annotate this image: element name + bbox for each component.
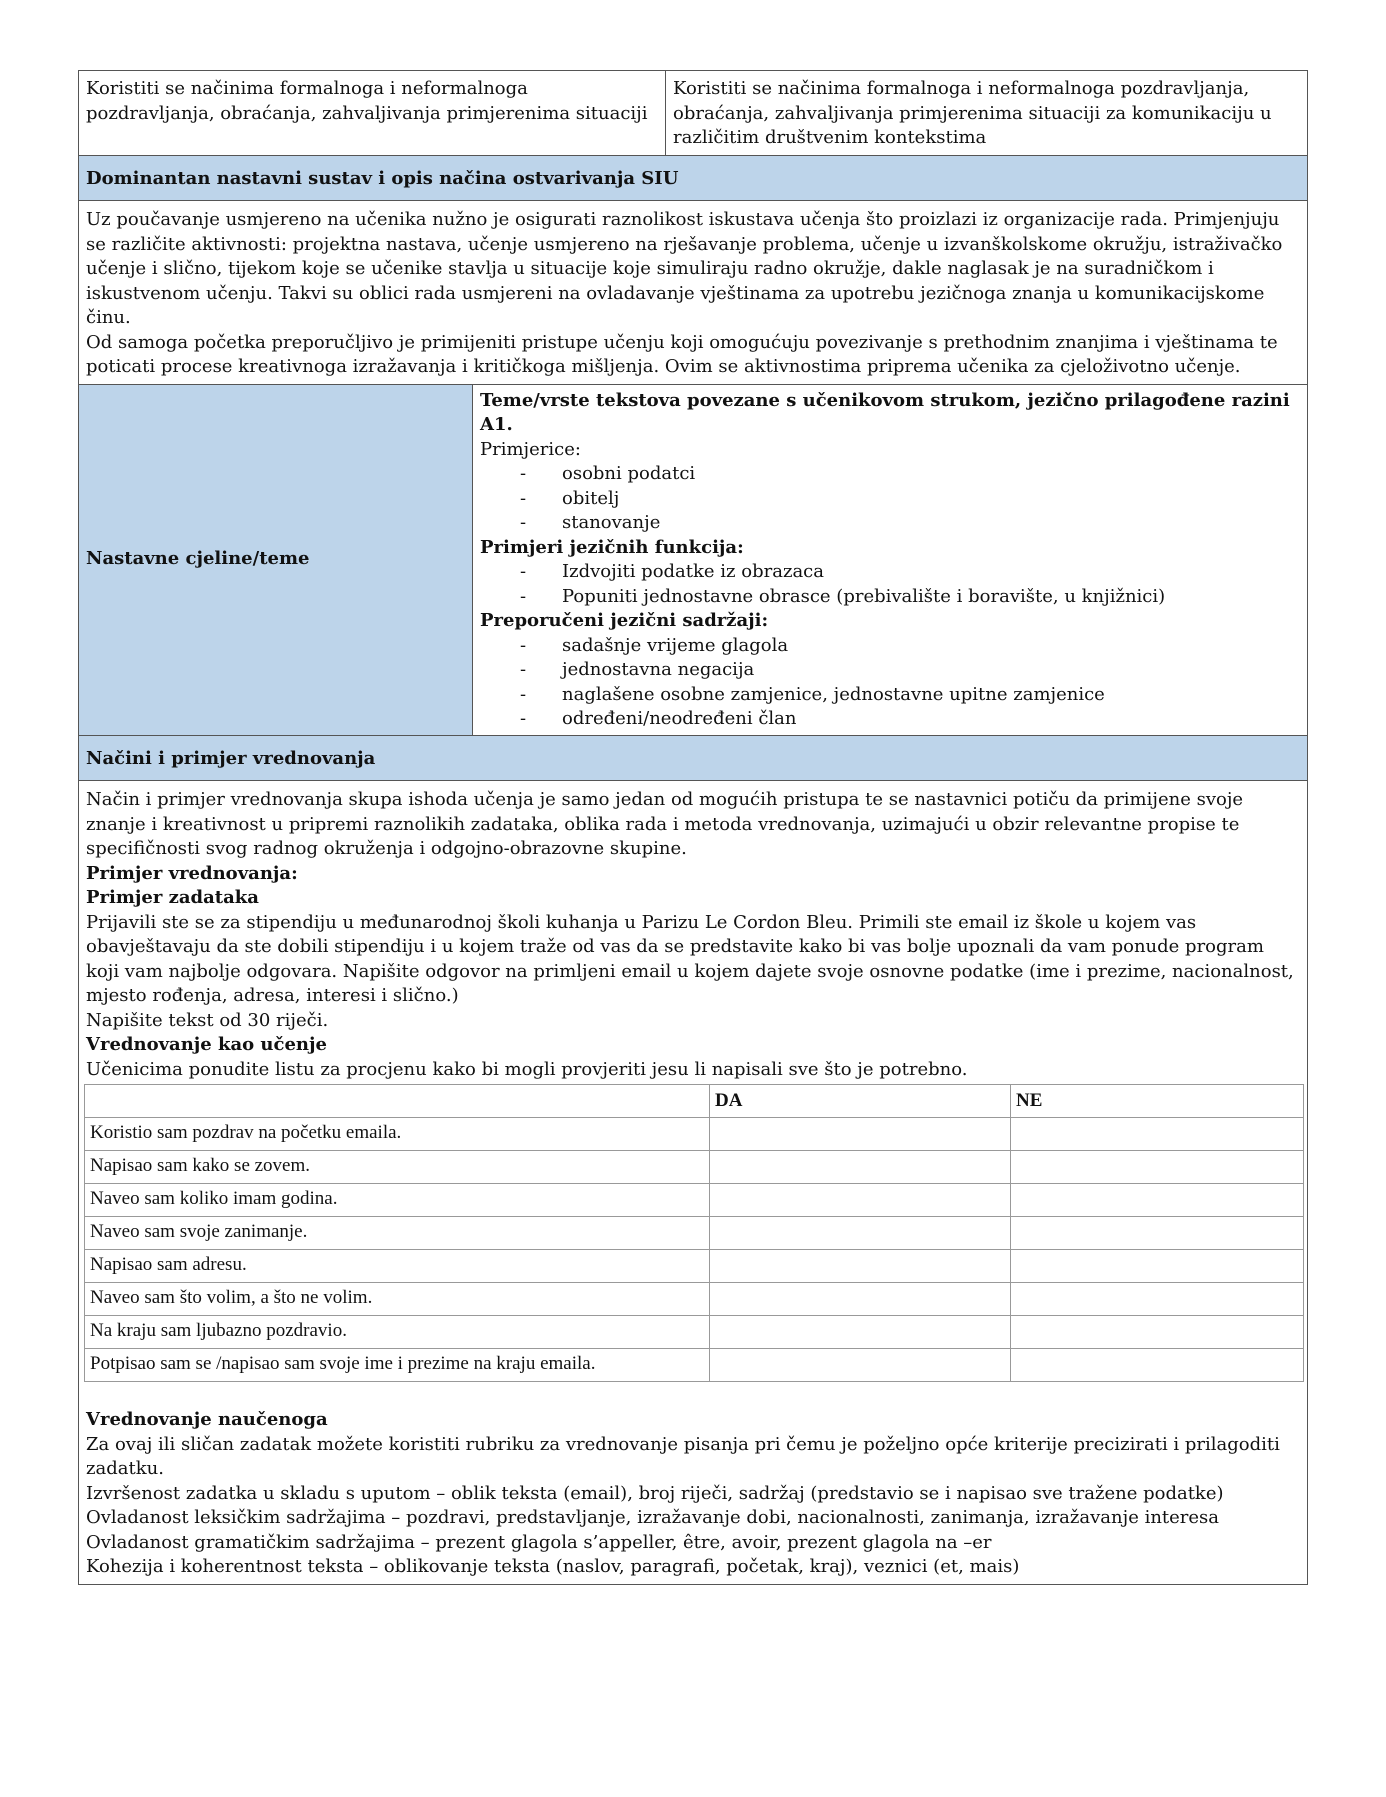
table-header-row bbox=[85, 1085, 1304, 1118]
yes-cell[interactable] bbox=[710, 1217, 1011, 1250]
content-list bbox=[480, 634, 1300, 732]
no-cell[interactable] bbox=[1011, 1250, 1304, 1283]
table-row: Naveo sam svoje zanimanje. bbox=[85, 1217, 1304, 1250]
list-item: - Popuniti jednostavne obrasce (prebivalište i boravište, u knjižnici) bbox=[520, 585, 1166, 607]
list-item: - obitelj bbox=[520, 487, 620, 509]
criterion-2: Ovladanost leksičkim sadržajima – pozdravi, predstavljanje, izražavanje dobi, nacionalnosti, zanimanja, izražavanje interesa bbox=[86, 1507, 1220, 1528]
table-row: Naveo sam što volim, a što ne volim. bbox=[85, 1283, 1304, 1316]
yes-cell[interactable] bbox=[710, 1250, 1011, 1283]
outcome-right-cell: Koristiti se načinima formalnoga i neformalnoga pozdravljanja, obraćanja, zahvaljivanja primjerenima situaciji za komunikaciju u različitim društvenim kontekstima bbox=[673, 78, 1272, 148]
as-learning-text: Učenicima ponudite listu za procjenu kako bi mogli provjeriti jesu li napisali sve što je potrebno. bbox=[86, 1058, 968, 1080]
spacer bbox=[86, 1382, 1300, 1408]
table-row: Naveo sam koliko imam godina. bbox=[85, 1184, 1304, 1217]
yes-cell[interactable] bbox=[710, 1283, 1011, 1316]
yes-cell[interactable] bbox=[710, 1118, 1011, 1151]
content-label: Preporučeni jezični sadržaji: bbox=[480, 610, 769, 631]
examples-label: Primjerice: bbox=[480, 438, 581, 460]
functions-list bbox=[480, 560, 1300, 609]
table-row: Napisao sam kako se zovem. bbox=[85, 1151, 1304, 1184]
teaching-system-heading: Dominantan nastavni sustav i opis načina ostvarivanja SIU bbox=[78, 156, 1308, 202]
evaluation-intro: Način i primjer vrednovanja skupa ishoda učenja je samo jedan od mogućih pristupa te se nastavnici potiču da primijene svoje znanje i kreativnost u pripremi raznolikih zadataka, oblika rada i metoda vrednovanja, uzimajući u obzir relevantne propise te specifičnosti svog radnog okruženja i odgojno-obrazovne skupine. bbox=[86, 789, 1244, 859]
no-cell[interactable] bbox=[1011, 1316, 1304, 1349]
functions-label: Primjeri jezičnih funkcija: bbox=[480, 536, 744, 558]
header-yes: DA bbox=[710, 1085, 1011, 1118]
table-row: Na kraju sam ljubazno pozdravio. bbox=[85, 1316, 1304, 1349]
teaching-system-paragraph-1: Uz poučavanje usmjereno na učenika nužno je osigurati raznolikost iskustava učenja što proizlazi iz organizacije rada. Primjenjuju se različite aktivnosti: projektna nastava, učenje usmjereno na rješavanje problema, učenje u izvanškolskome okružju, istraživačko učenje i slično, tijekom koje se učenike stavlja u situacije koje simuliraju radno okružje, dakle naglasak je na suradničkom i iskustvenom učenju. Takvi su oblici rada usmjereni na ovladavanje vještinama za upotrebu jezičnoga znanja u komunikacijskome činu. bbox=[86, 209, 1283, 328]
outcome-left-cell: Koristiti se načinima formalnoga i neformalnoga pozdravljanja, obraćanja, zahvaljivanja primjerenima situaciji bbox=[79, 71, 666, 155]
table-row: Potpisao sam se /napisao sam svoje ime i prezime na kraju emaila. bbox=[85, 1349, 1304, 1382]
units-label-cell bbox=[79, 385, 473, 735]
yes-cell[interactable] bbox=[710, 1316, 1011, 1349]
list-item: - stanovanje bbox=[520, 512, 661, 533]
as-learning-label: Vrednovanje kao učenje bbox=[86, 1034, 327, 1055]
of-learning-label: Vrednovanje naučenoga bbox=[86, 1409, 328, 1430]
header-empty bbox=[85, 1085, 710, 1118]
list-item: - jednostavna negacija bbox=[520, 659, 755, 680]
teaching-system-paragraph-2: Od samoga početka preporučljivo je primijeniti pristupe učenju koji omogućuju povezivanje s prethodnim znanjima i vještinama te poticati procese kreativnoga izražavanja i kritičkoga mišljenja. Ovim se aktivnostima priprema učenika za cjeloživotno učenje. bbox=[86, 331, 1278, 377]
units-row bbox=[78, 385, 1308, 736]
no-cell[interactable] bbox=[1011, 1118, 1304, 1151]
no-cell[interactable] bbox=[1011, 1184, 1304, 1217]
criterion-3: Ovladanost gramatičkim sadržajima – prezent glagola s’appeller, être, avoir, prezent glagola na –er bbox=[86, 1531, 992, 1553]
units-title: Teme/vrste tekstova povezane s učenikovom strukom, jezično prilagođene razini A1. bbox=[480, 389, 1290, 435]
task-text: Prijavili ste se za stipendiju u međunarodnoj školi kuhanja u Parizu Le Cordon Bleu. Primili ste email iz škole u kojem vas obavještavaju da ste dobili stipendiju i u kojem traže od vas da se predstavite kako bi vas bolje upoznali da vam ponude program koji vam najbolje odgovara. Napišite odgovor na primljeni email u kojem dajete svoje osnovne podatke (ime i prezime, nacionalnost, mjesto rođenja, adresa, interesi i slično.) bbox=[86, 911, 1294, 1006]
header-no: NE bbox=[1011, 1085, 1304, 1118]
evaluation-body bbox=[78, 781, 1308, 1585]
yes-cell[interactable] bbox=[710, 1184, 1011, 1217]
table-row: Koristio sam pozdrav na početku emaila. bbox=[85, 1118, 1304, 1151]
self-check-table bbox=[84, 1084, 1304, 1382]
examples-list bbox=[480, 462, 1300, 536]
table-row: Napisao sam adresu. bbox=[85, 1250, 1304, 1283]
outcome-row bbox=[78, 70, 1308, 156]
evaluation-example-label: Primjer vrednovanja: bbox=[86, 862, 298, 884]
list-item: - Izdvojiti podatke iz obrazaca bbox=[520, 561, 824, 582]
teaching-system-body bbox=[78, 201, 1308, 385]
no-cell[interactable] bbox=[1011, 1283, 1304, 1316]
task-label: Primjer zadataka bbox=[86, 887, 259, 908]
document-page bbox=[78, 70, 1308, 1585]
no-cell[interactable] bbox=[1011, 1349, 1304, 1382]
yes-cell[interactable] bbox=[710, 1151, 1011, 1184]
yes-cell[interactable] bbox=[710, 1349, 1011, 1382]
of-learning-text: Za ovaj ili sličan zadatak možete koristiti rubriku za vrednovanje pisanja pri čemu je poželjno opće kriterije precizirati i prilagoditi zadatku. bbox=[86, 1433, 1280, 1479]
list-item: - sadašnje vrijeme glagola bbox=[520, 634, 789, 656]
criterion-1: Izvršenost zadatka u skladu s uputom – oblik teksta (email), broj riječi, sadržaj (predstavio se i napisao sve tražene podatke) bbox=[86, 1482, 1224, 1504]
units-content-cell bbox=[473, 385, 1307, 735]
list-item: - određeni/neodređeni član bbox=[520, 708, 797, 729]
list-item: - osobni podatci bbox=[520, 463, 696, 484]
criterion-4: Kohezija i koherentnost teksta – oblikovanje teksta (naslov, paragrafi, početak, kraj), veznici (et, mais) bbox=[86, 1556, 1020, 1577]
no-cell[interactable] bbox=[1011, 1217, 1304, 1250]
units-label: Nastavne cjeline/teme bbox=[86, 548, 310, 570]
list-item: - naglašene osobne zamjenice, jednostavne upitne zamjenice bbox=[520, 683, 1105, 705]
evaluation-heading: Načini i primjer vrednovanja bbox=[78, 736, 1308, 782]
no-cell[interactable] bbox=[1011, 1151, 1304, 1184]
task-length: Napišite tekst od 30 riječi. bbox=[86, 1009, 329, 1031]
